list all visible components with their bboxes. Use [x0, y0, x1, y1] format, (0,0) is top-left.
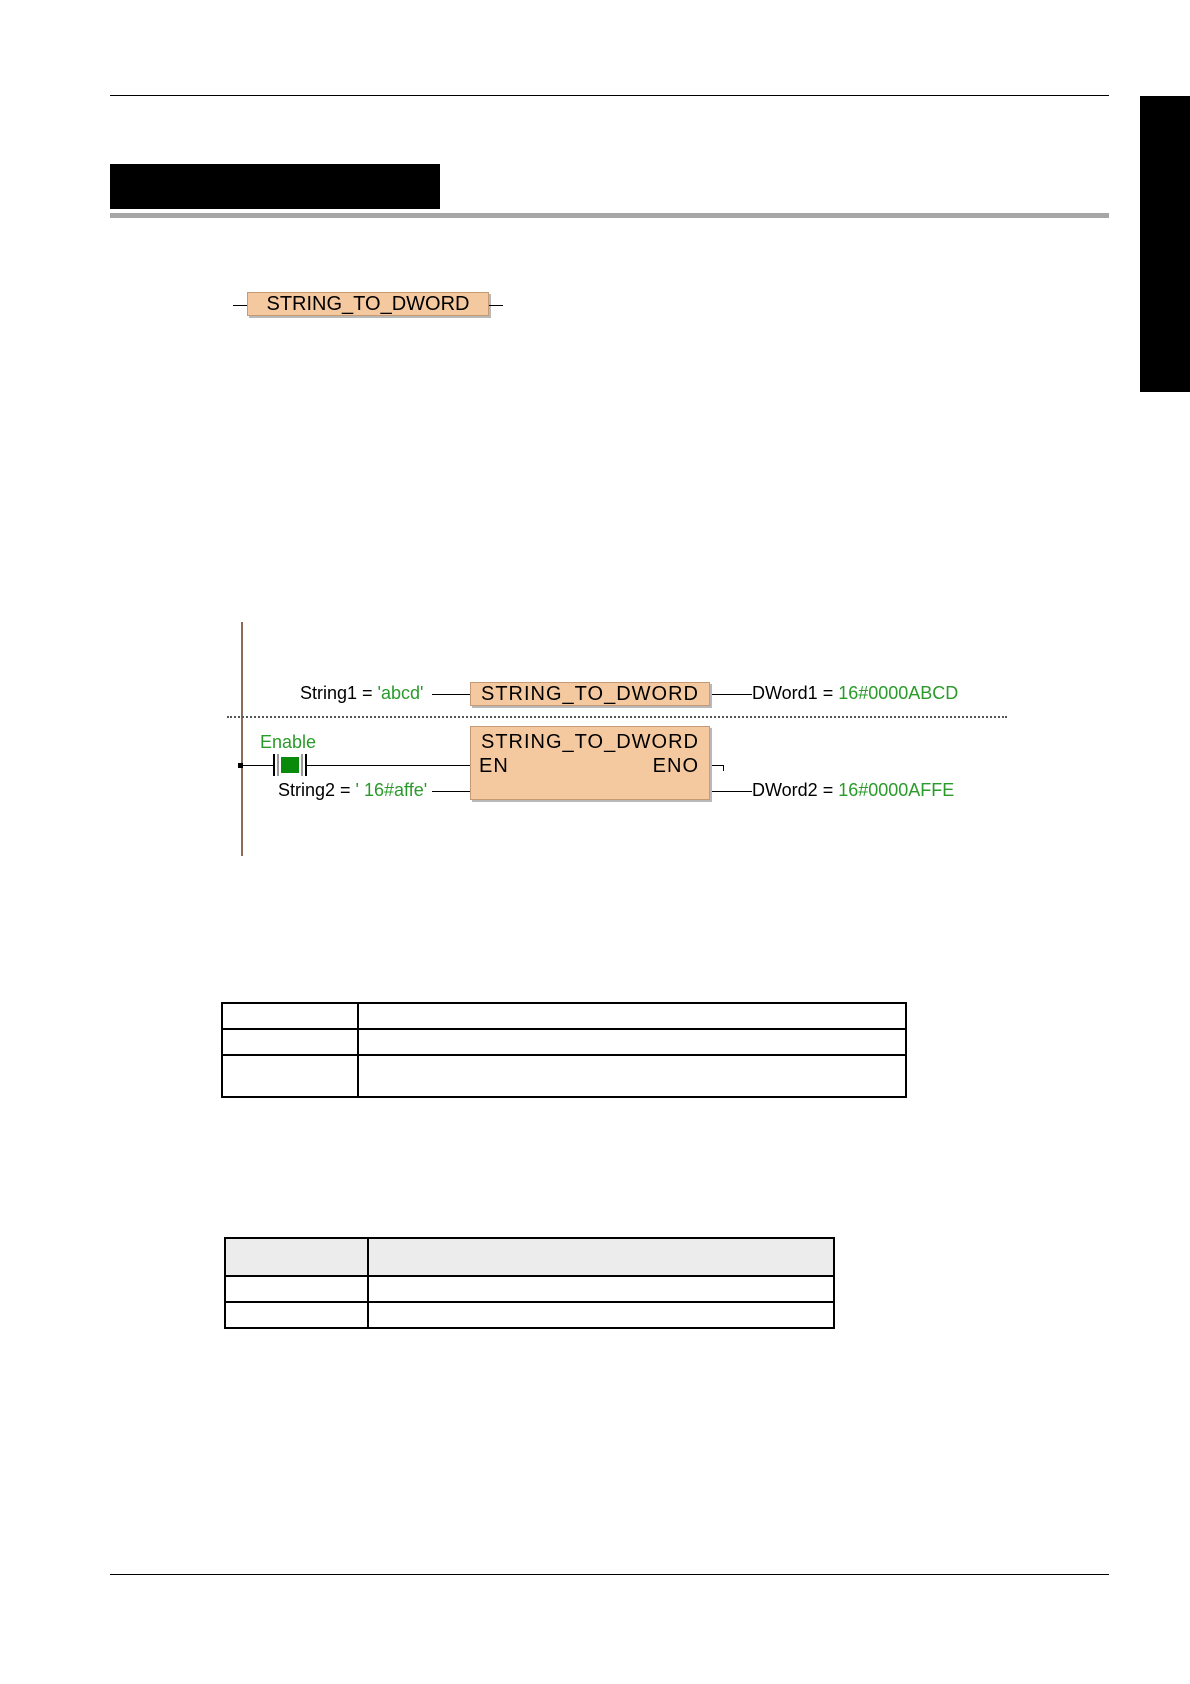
rung1-function-block: [470, 682, 710, 706]
rung1-input-value: 'abcd': [377, 683, 424, 703]
rung2-function-block: [470, 726, 710, 800]
rung2-eno-label: ENO: [652, 755, 699, 777]
rung1-input-label: [300, 683, 423, 704]
table-cell: [222, 1055, 358, 1097]
rung2-output-name: DWord2 =: [752, 780, 839, 800]
footer-rule: [110, 1574, 1109, 1575]
table-cell: [358, 1055, 906, 1097]
table-header-cell: [225, 1238, 368, 1276]
info-table-1: [221, 1002, 907, 1098]
rung1-output-label: [752, 683, 958, 704]
table-cell: [222, 1003, 358, 1029]
table-header-cell: [368, 1238, 834, 1276]
table-cell: [368, 1276, 834, 1302]
enable-contact[interactable]: [273, 754, 307, 776]
table-cell: [368, 1302, 834, 1328]
table-row: [222, 1029, 906, 1055]
ladder-left-rail: [241, 622, 243, 856]
section-title-underline: [110, 213, 1109, 218]
rung2-enable-label: Enable: [260, 732, 317, 752]
table-row: [222, 1055, 906, 1097]
section-title-bar: [110, 164, 440, 209]
rung2-block-label: STRING_TO_DWORD: [481, 731, 699, 753]
table-row: [225, 1276, 834, 1302]
rung2-en-label: EN: [479, 755, 509, 777]
table-cell: [358, 1029, 906, 1055]
rung2-output-label: [752, 780, 954, 801]
rung2-input-value: ' 16#affe': [355, 780, 428, 800]
rung1-output-name: DWord1 =: [752, 683, 839, 703]
table-header-row: [225, 1238, 834, 1276]
table-cell: [225, 1302, 368, 1328]
table-row: [225, 1302, 834, 1328]
rung-separator: [227, 716, 1007, 718]
block-icon-label: STRING_TO_DWORD: [266, 293, 470, 315]
rung1-output-value: 16#0000ABCD: [838, 683, 959, 703]
rung1-block-label: STRING_TO_DWORD: [481, 683, 699, 705]
table-cell: [225, 1276, 368, 1302]
enable-contact-indicator: [281, 757, 299, 773]
rung1-input-name: String1 =: [300, 683, 378, 703]
info-table-2: [224, 1237, 835, 1329]
table-cell: [358, 1003, 906, 1029]
header-rule: [110, 95, 1109, 96]
rung2-output-value: 16#0000AFFE: [838, 780, 955, 800]
rung2-input-name: String2 =: [278, 780, 356, 800]
section-tab-marker: [1140, 96, 1190, 392]
block-icon-box: [247, 292, 489, 316]
table-cell: [222, 1029, 358, 1055]
table-row: [222, 1003, 906, 1029]
rung2-input-label: [278, 780, 427, 801]
